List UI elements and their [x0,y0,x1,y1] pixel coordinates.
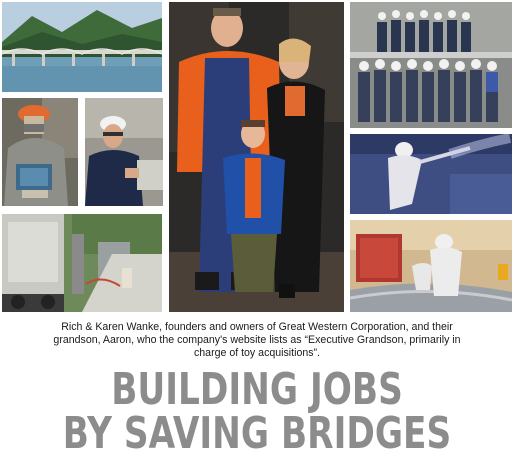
photo-bridge-worksite [2,214,162,312]
photo-worker-group [350,2,512,128]
photo-blasting-worker [350,134,512,214]
photo-welder-mask [2,98,78,206]
photo-worker-hardhat [85,98,163,206]
photo-bridge-landscape [2,2,162,92]
photo-pipe-painting [350,220,512,312]
photo-wanke-family [169,2,344,312]
caption-line-2: grandson, Aaron, who the company's website lists as “Executive Grandson, primarily in [53,334,461,346]
caption-line-1: Rich & Karen Wanke, founders and owners of Great Western Corporation, and their [61,321,453,333]
photo-caption [20,321,494,360]
headline-line-1: BUILDING JOBS [111,364,403,415]
headline-line-2: BY SAVING BRIDGES [62,408,452,459]
caption-line-3: charge of toy acquisitions”. [193,347,320,359]
